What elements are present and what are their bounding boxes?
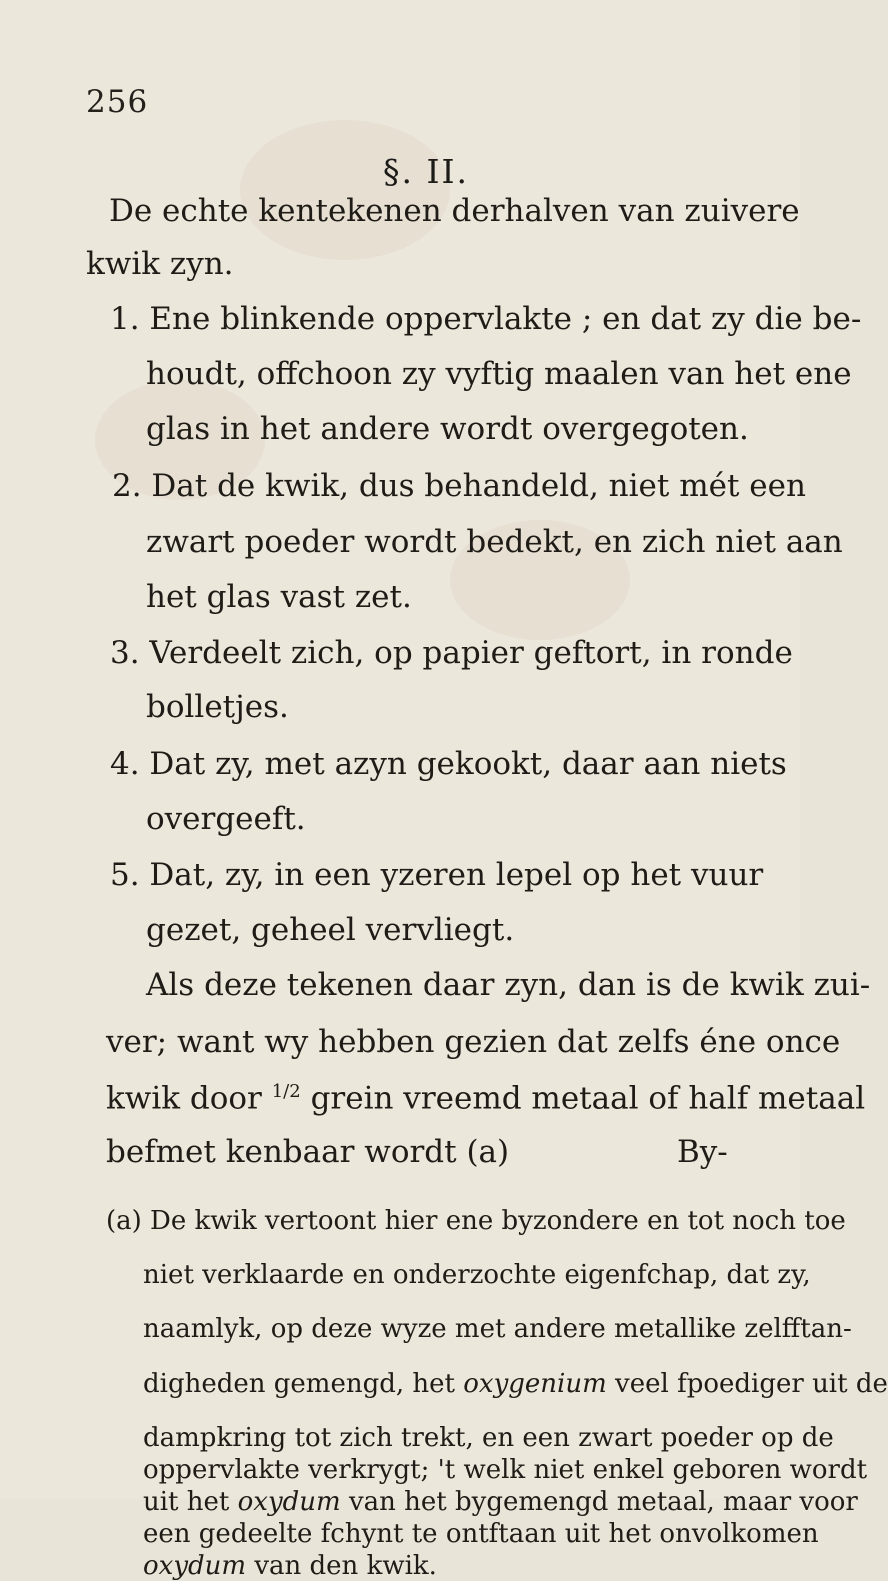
footnote-text: veel fpoediger uit de [615, 1369, 888, 1399]
body-line: befmet kenbaar wordt (a) [106, 1134, 510, 1170]
body-line-part: grein vreemd metaal of half metaal [310, 1080, 866, 1117]
body-line: glas in het andere wordt overgegoten. [146, 411, 749, 447]
body-line: zwart poeder wordt bedekt, en zich niet aan [146, 524, 843, 560]
footnote-line: naamlyk, op deze wyze met andere metallike zelfftan- [143, 1314, 852, 1344]
body-line: ver; want wy hebben gezien dat zelfs éne once [106, 1024, 841, 1060]
body-line: Als deze tekenen daar zyn, dan is de kwik zui- [146, 967, 871, 1003]
body-line-part: kwik door [106, 1080, 262, 1117]
footnote-line: een gedeelte fchynt te ontftaan uit het onvolkomen [143, 1519, 819, 1549]
footnote-text: uit het [143, 1487, 230, 1517]
body-line: 2. Dat de kwik, dus behandeld, niet mét een [112, 468, 806, 504]
footnote-text: digheden gemengd, het [143, 1369, 455, 1399]
body-line: 5. Dat, zy, in een yzeren lepel op het vuur [110, 857, 764, 893]
body-line: gezet, geheel vervliegt. [146, 912, 515, 948]
footnote-text: van den kwik. [254, 1551, 437, 1581]
body-line: 3. Verdeelt zich, op papier geftort, in ronde [110, 635, 793, 671]
fraction: 1/2 [271, 1081, 301, 1102]
page-number: 256 [86, 84, 149, 120]
footnote-italic: oxydum [237, 1487, 341, 1517]
body-line: kwik zyn. [86, 246, 234, 282]
body-line-with-fraction [106, 1080, 866, 1117]
body-line: overgeeft. [146, 801, 306, 837]
footnote-line: (a) De kwik vertoont hier ene byzondere en tot noch toe [106, 1206, 846, 1236]
footnote-line [143, 1371, 888, 1397]
body-line: bolletjes. [146, 689, 289, 725]
footnote-line [143, 1489, 858, 1515]
footnote-italic: oxydum [143, 1551, 247, 1581]
footnote-line: oppervlakte verkrygt; 't welk niet enkel geboren wordt [143, 1455, 868, 1485]
footnote-italic: oxygenium [463, 1369, 607, 1399]
footnote-line: dampkring tot zich trekt, en een zwart poeder op de [143, 1423, 834, 1453]
body-line: houdt, offchoon zy vyftig maalen van het ene [146, 356, 852, 392]
body-line: het glas vast zet. [146, 579, 412, 615]
footnote-line [143, 1553, 437, 1579]
body-line: 1. Ene blinkende oppervlakte ; en dat zy die be- [110, 301, 862, 337]
footnote-line: niet verklaarde en onderzochte eigenfchap, dat zy, [143, 1260, 811, 1290]
section-title: §. II. [383, 152, 470, 191]
footnote-text: van het bygemengd metaal, maar voor [348, 1487, 858, 1517]
body-line: 4. Dat zy, met azyn gekookt, daar aan niets [110, 746, 787, 782]
body-line: By- [677, 1134, 728, 1170]
body-line: De echte kentekenen derhalven van zuivere [109, 193, 800, 229]
